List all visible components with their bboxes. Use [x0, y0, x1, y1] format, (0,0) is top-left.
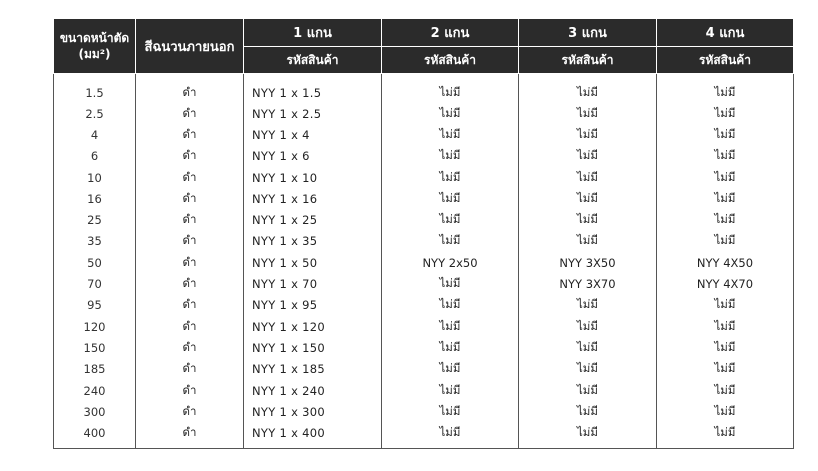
code-4-core-cell: ไม่มี: [657, 74, 794, 104]
size-cell: 1.5: [54, 74, 136, 104]
color-cell: ดำ: [136, 273, 244, 294]
color-cell: ดำ: [136, 167, 244, 188]
code-3-core-cell: ไม่มี: [519, 103, 657, 124]
table-row: [54, 231, 794, 252]
code-3-core-cell: ไม่มี: [519, 188, 657, 209]
code-3-core-cell: ไม่มี: [519, 380, 657, 401]
code-2-core-cell: ไม่มี: [382, 167, 519, 188]
code-1-core-cell: NYY 1 x 2.5: [244, 103, 382, 124]
code-4-core-cell: NYY 4X70: [657, 273, 794, 294]
code-2-core-cell: ไม่มี: [382, 188, 519, 209]
size-cell: 185: [54, 359, 136, 380]
color-cell: ดำ: [136, 337, 244, 358]
code-3-core-cell: ไม่มี: [519, 146, 657, 167]
code-1-core-cell: NYY 1 x 240: [244, 380, 382, 401]
size-cell: 70: [54, 273, 136, 294]
code-3-core-cell: ไม่มี: [519, 124, 657, 145]
code-2-core-cell: ไม่มี: [382, 337, 519, 358]
code-4-core-cell: ไม่มี: [657, 188, 794, 209]
code-2-core-cell: ไม่มี: [382, 146, 519, 167]
code-1-core-cell: NYY 1 x 50: [244, 252, 382, 273]
code-2-core-cell: ไม่มี: [382, 103, 519, 124]
color-cell: ดำ: [136, 188, 244, 209]
size-cell: 300: [54, 401, 136, 422]
size-cell: 95: [54, 295, 136, 316]
code-1-core-cell: NYY 1 x 120: [244, 316, 382, 337]
color-cell: ดำ: [136, 295, 244, 316]
table-row: [54, 188, 794, 209]
table-row: [54, 124, 794, 145]
code-2-core-cell: ไม่มี: [382, 295, 519, 316]
code-2-core-cell: ไม่มี: [382, 422, 519, 448]
code-header-3: รหัสสินค้า: [519, 47, 657, 74]
code-4-core-cell: ไม่มี: [657, 231, 794, 252]
table-row: [54, 295, 794, 316]
code-2-core-cell: ไม่มี: [382, 380, 519, 401]
color-cell: ดำ: [136, 252, 244, 273]
code-1-core-cell: NYY 1 x 25: [244, 209, 382, 230]
code-4-core-cell: ไม่มี: [657, 359, 794, 380]
code-3-core-cell: ไม่มี: [519, 316, 657, 337]
code-4-core-cell: NYY 4X50: [657, 252, 794, 273]
code-2-core-cell: ไม่มี: [382, 401, 519, 422]
code-3-core-cell: ไม่มี: [519, 337, 657, 358]
code-3-core-cell: NYY 3X70: [519, 273, 657, 294]
code-3-core-cell: ไม่มี: [519, 74, 657, 104]
table-row: [54, 359, 794, 380]
code-3-core-cell: ไม่มี: [519, 231, 657, 252]
size-cell: 6: [54, 146, 136, 167]
color-cell: ดำ: [136, 209, 244, 230]
color-cell: ดำ: [136, 401, 244, 422]
code-3-core-cell: ไม่มี: [519, 401, 657, 422]
size-cell: 400: [54, 422, 136, 448]
color-cell: ดำ: [136, 74, 244, 104]
code-1-core-cell: NYY 1 x 300: [244, 401, 382, 422]
code-header-2: รหัสสินค้า: [382, 47, 519, 74]
code-3-core-cell: ไม่มี: [519, 422, 657, 448]
code-4-core-cell: ไม่มี: [657, 422, 794, 448]
size-cell: 25: [54, 209, 136, 230]
table-row: [54, 337, 794, 358]
code-1-core-cell: NYY 1 x 150: [244, 337, 382, 358]
color-cell: ดำ: [136, 316, 244, 337]
table-row: [54, 273, 794, 294]
color-header: สีฉนวนภายนอก: [136, 19, 244, 74]
size-cell: 50: [54, 252, 136, 273]
cable-product-table: [53, 18, 794, 449]
code-4-core-cell: ไม่มี: [657, 380, 794, 401]
code-1-core-cell: NYY 1 x 95: [244, 295, 382, 316]
size-cell: 10: [54, 167, 136, 188]
color-cell: ดำ: [136, 231, 244, 252]
code-3-core-cell: NYY 3X50: [519, 252, 657, 273]
core-header-4: 4 แกน: [657, 19, 794, 47]
code-header-4: รหัสสินค้า: [657, 47, 794, 74]
code-4-core-cell: ไม่มี: [657, 146, 794, 167]
code-1-core-cell: NYY 1 x 35: [244, 231, 382, 252]
code-header-1: รหัสสินค้า: [244, 47, 382, 74]
size-cell: 150: [54, 337, 136, 358]
code-2-core-cell: ไม่มี: [382, 316, 519, 337]
code-3-core-cell: ไม่มี: [519, 295, 657, 316]
code-1-core-cell: NYY 1 x 16: [244, 188, 382, 209]
code-1-core-cell: NYY 1 x 70: [244, 273, 382, 294]
color-cell: ดำ: [136, 380, 244, 401]
code-2-core-cell: ไม่มี: [382, 74, 519, 104]
code-3-core-cell: ไม่มี: [519, 209, 657, 230]
code-4-core-cell: ไม่มี: [657, 316, 794, 337]
core-header-1: 1 แกน: [244, 19, 382, 47]
table-row: [54, 74, 794, 104]
table-row: [54, 209, 794, 230]
color-cell: ดำ: [136, 124, 244, 145]
code-1-core-cell: NYY 1 x 185: [244, 359, 382, 380]
size-cell: 240: [54, 380, 136, 401]
table-row: [54, 146, 794, 167]
size-cell: 2.5: [54, 103, 136, 124]
color-cell: ดำ: [136, 146, 244, 167]
size-cell: 35: [54, 231, 136, 252]
code-4-core-cell: ไม่มี: [657, 295, 794, 316]
code-4-core-cell: ไม่มี: [657, 124, 794, 145]
color-cell: ดำ: [136, 103, 244, 124]
size-header: [54, 19, 136, 74]
table-row: [54, 167, 794, 188]
core-header-3: 3 แกน: [519, 19, 657, 47]
code-2-core-cell: ไม่มี: [382, 231, 519, 252]
table-row: [54, 252, 794, 273]
code-4-core-cell: ไม่มี: [657, 209, 794, 230]
color-cell: ดำ: [136, 359, 244, 380]
code-2-core-cell: ไม่มี: [382, 209, 519, 230]
code-2-core-cell: ไม่มี: [382, 273, 519, 294]
code-3-core-cell: ไม่มี: [519, 359, 657, 380]
code-2-core-cell: NYY 2x50: [382, 252, 519, 273]
code-4-core-cell: ไม่มี: [657, 103, 794, 124]
core-header-2: 2 แกน: [382, 19, 519, 47]
table-row: [54, 422, 794, 448]
size-header-unit: (มม²): [78, 47, 111, 61]
code-2-core-cell: ไม่มี: [382, 359, 519, 380]
code-3-core-cell: ไม่มี: [519, 167, 657, 188]
code-1-core-cell: NYY 1 x 1.5: [244, 74, 382, 104]
code-4-core-cell: ไม่มี: [657, 337, 794, 358]
code-4-core-cell: ไม่มี: [657, 401, 794, 422]
code-1-core-cell: NYY 1 x 10: [244, 167, 382, 188]
color-cell: ดำ: [136, 422, 244, 448]
table-body: [54, 74, 794, 449]
table-row: [54, 380, 794, 401]
table-row: [54, 103, 794, 124]
code-1-core-cell: NYY 1 x 6: [244, 146, 382, 167]
code-1-core-cell: NYY 1 x 4: [244, 124, 382, 145]
code-1-core-cell: NYY 1 x 400: [244, 422, 382, 448]
size-cell: 16: [54, 188, 136, 209]
table-row: [54, 401, 794, 422]
size-cell: 4: [54, 124, 136, 145]
size-header-label: ขนาดหน้าตัด: [59, 31, 130, 45]
size-cell: 120: [54, 316, 136, 337]
table-header: [54, 19, 794, 74]
code-4-core-cell: ไม่มี: [657, 167, 794, 188]
table-row: [54, 316, 794, 337]
code-2-core-cell: ไม่มี: [382, 124, 519, 145]
product-table-container: [53, 18, 793, 449]
